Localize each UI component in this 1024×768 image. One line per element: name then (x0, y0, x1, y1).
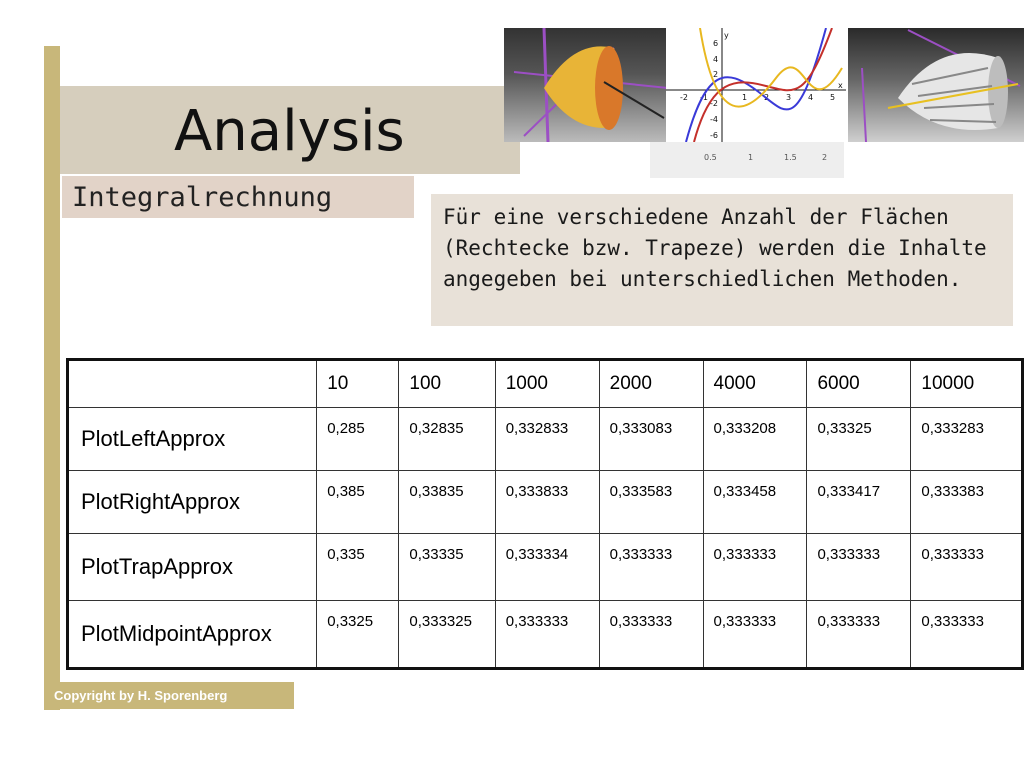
y-tick: 6 (713, 39, 719, 48)
table-cell: 0,285 (317, 408, 399, 471)
table-header-cell (68, 360, 317, 408)
x-tick: 3 (786, 93, 792, 102)
x-tick: 2 (764, 93, 770, 102)
table-cell: 0,335 (317, 534, 399, 601)
x-tick: 1 (742, 93, 748, 102)
table-row (68, 408, 1023, 471)
x-tick: 5 (830, 93, 836, 102)
table-cell: 0,333333 (495, 601, 599, 669)
table-row (68, 471, 1023, 534)
copyright-footer: Copyright by H. Sporenberg (44, 682, 294, 709)
table-cell: 0,333333 (599, 534, 703, 601)
table-cell: 0,333333 (599, 601, 703, 669)
bottom-tick: 1.5 (784, 153, 797, 162)
table-cell: 0,333208 (703, 408, 807, 471)
y-tick: -2 (710, 99, 718, 108)
table-header-cell: 6000 (807, 360, 911, 408)
bottom-tick: 0.5 (704, 153, 717, 162)
header-images (504, 28, 1024, 162)
table-header-cell: 10000 (911, 360, 1023, 408)
slide-title: Analysis (174, 99, 405, 164)
table-cell: 0,333333 (807, 534, 911, 601)
solid-of-revolution-image (848, 28, 1024, 142)
table-header-cell: 1000 (495, 360, 599, 408)
bottom-tick: 2 (822, 153, 828, 162)
y-tick: -4 (710, 115, 718, 124)
table-cell: 0,3325 (317, 601, 399, 669)
table-cell: 0,33325 (807, 408, 911, 471)
table-cell: 0,333333 (807, 601, 911, 669)
table-cell: 0,333333 (703, 534, 807, 601)
table-cell: 0,333325 (399, 601, 495, 669)
description-box (431, 194, 1013, 326)
x-tick: 4 (808, 93, 814, 102)
row-label: PlotRightApprox (68, 471, 317, 534)
slide-subtitle: Integralrechnung (72, 182, 333, 213)
row-label: PlotTrapApprox (68, 534, 317, 601)
table-header-cell: 100 (399, 360, 495, 408)
table-cell: 0,332833 (495, 408, 599, 471)
table-cell: 0,32835 (399, 408, 495, 471)
table-header-row (68, 360, 1023, 408)
x-axis-label: x (838, 81, 843, 90)
function-graph (666, 28, 850, 142)
table-header-cell: 4000 (703, 360, 807, 408)
table-cell: 0,333417 (807, 471, 911, 534)
y-axis-label: y (724, 31, 729, 40)
x-tick: -1 (700, 93, 708, 102)
table-cell: 0,333833 (495, 471, 599, 534)
x-tick: -2 (680, 93, 688, 102)
left-accent-bar (44, 46, 60, 710)
table-cell: 0,333283 (911, 408, 1023, 471)
table-header-cell: 10 (317, 360, 399, 408)
y-tick: 2 (713, 70, 719, 79)
table-cell: 0,333333 (911, 534, 1023, 601)
row-label: PlotMidpointApprox (68, 601, 317, 669)
table-row (68, 601, 1023, 669)
table-cell: 0,385 (317, 471, 399, 534)
table-cell: 0,333334 (495, 534, 599, 601)
table-cell: 0,333083 (599, 408, 703, 471)
table-cell: 0,333333 (703, 601, 807, 669)
bottom-tick: 1 (748, 153, 754, 162)
y-tick: -6 (710, 131, 718, 140)
y-tick: 4 (713, 55, 719, 64)
table-row (68, 534, 1023, 601)
table-cell: 0,333458 (703, 471, 807, 534)
table-cell: 0,33835 (399, 471, 495, 534)
table-header-cell: 2000 (599, 360, 703, 408)
table-cell: 0,333333 (911, 601, 1023, 669)
paraboloid-image (504, 28, 668, 142)
table-cell: 0,333583 (599, 471, 703, 534)
graph-axis-strip (650, 142, 844, 178)
table-cell: 0,33335 (399, 534, 495, 601)
approximation-table (66, 358, 1024, 670)
table-cell: 0,333383 (911, 471, 1023, 534)
description-text: Für eine verschiedene Anzahl der Flächen (Rechtecke bzw. Trapeze) werden die Inhalte angegeben bei unterschiedlichen Methoden. (443, 205, 987, 291)
row-label: PlotLeftApprox (68, 408, 317, 471)
